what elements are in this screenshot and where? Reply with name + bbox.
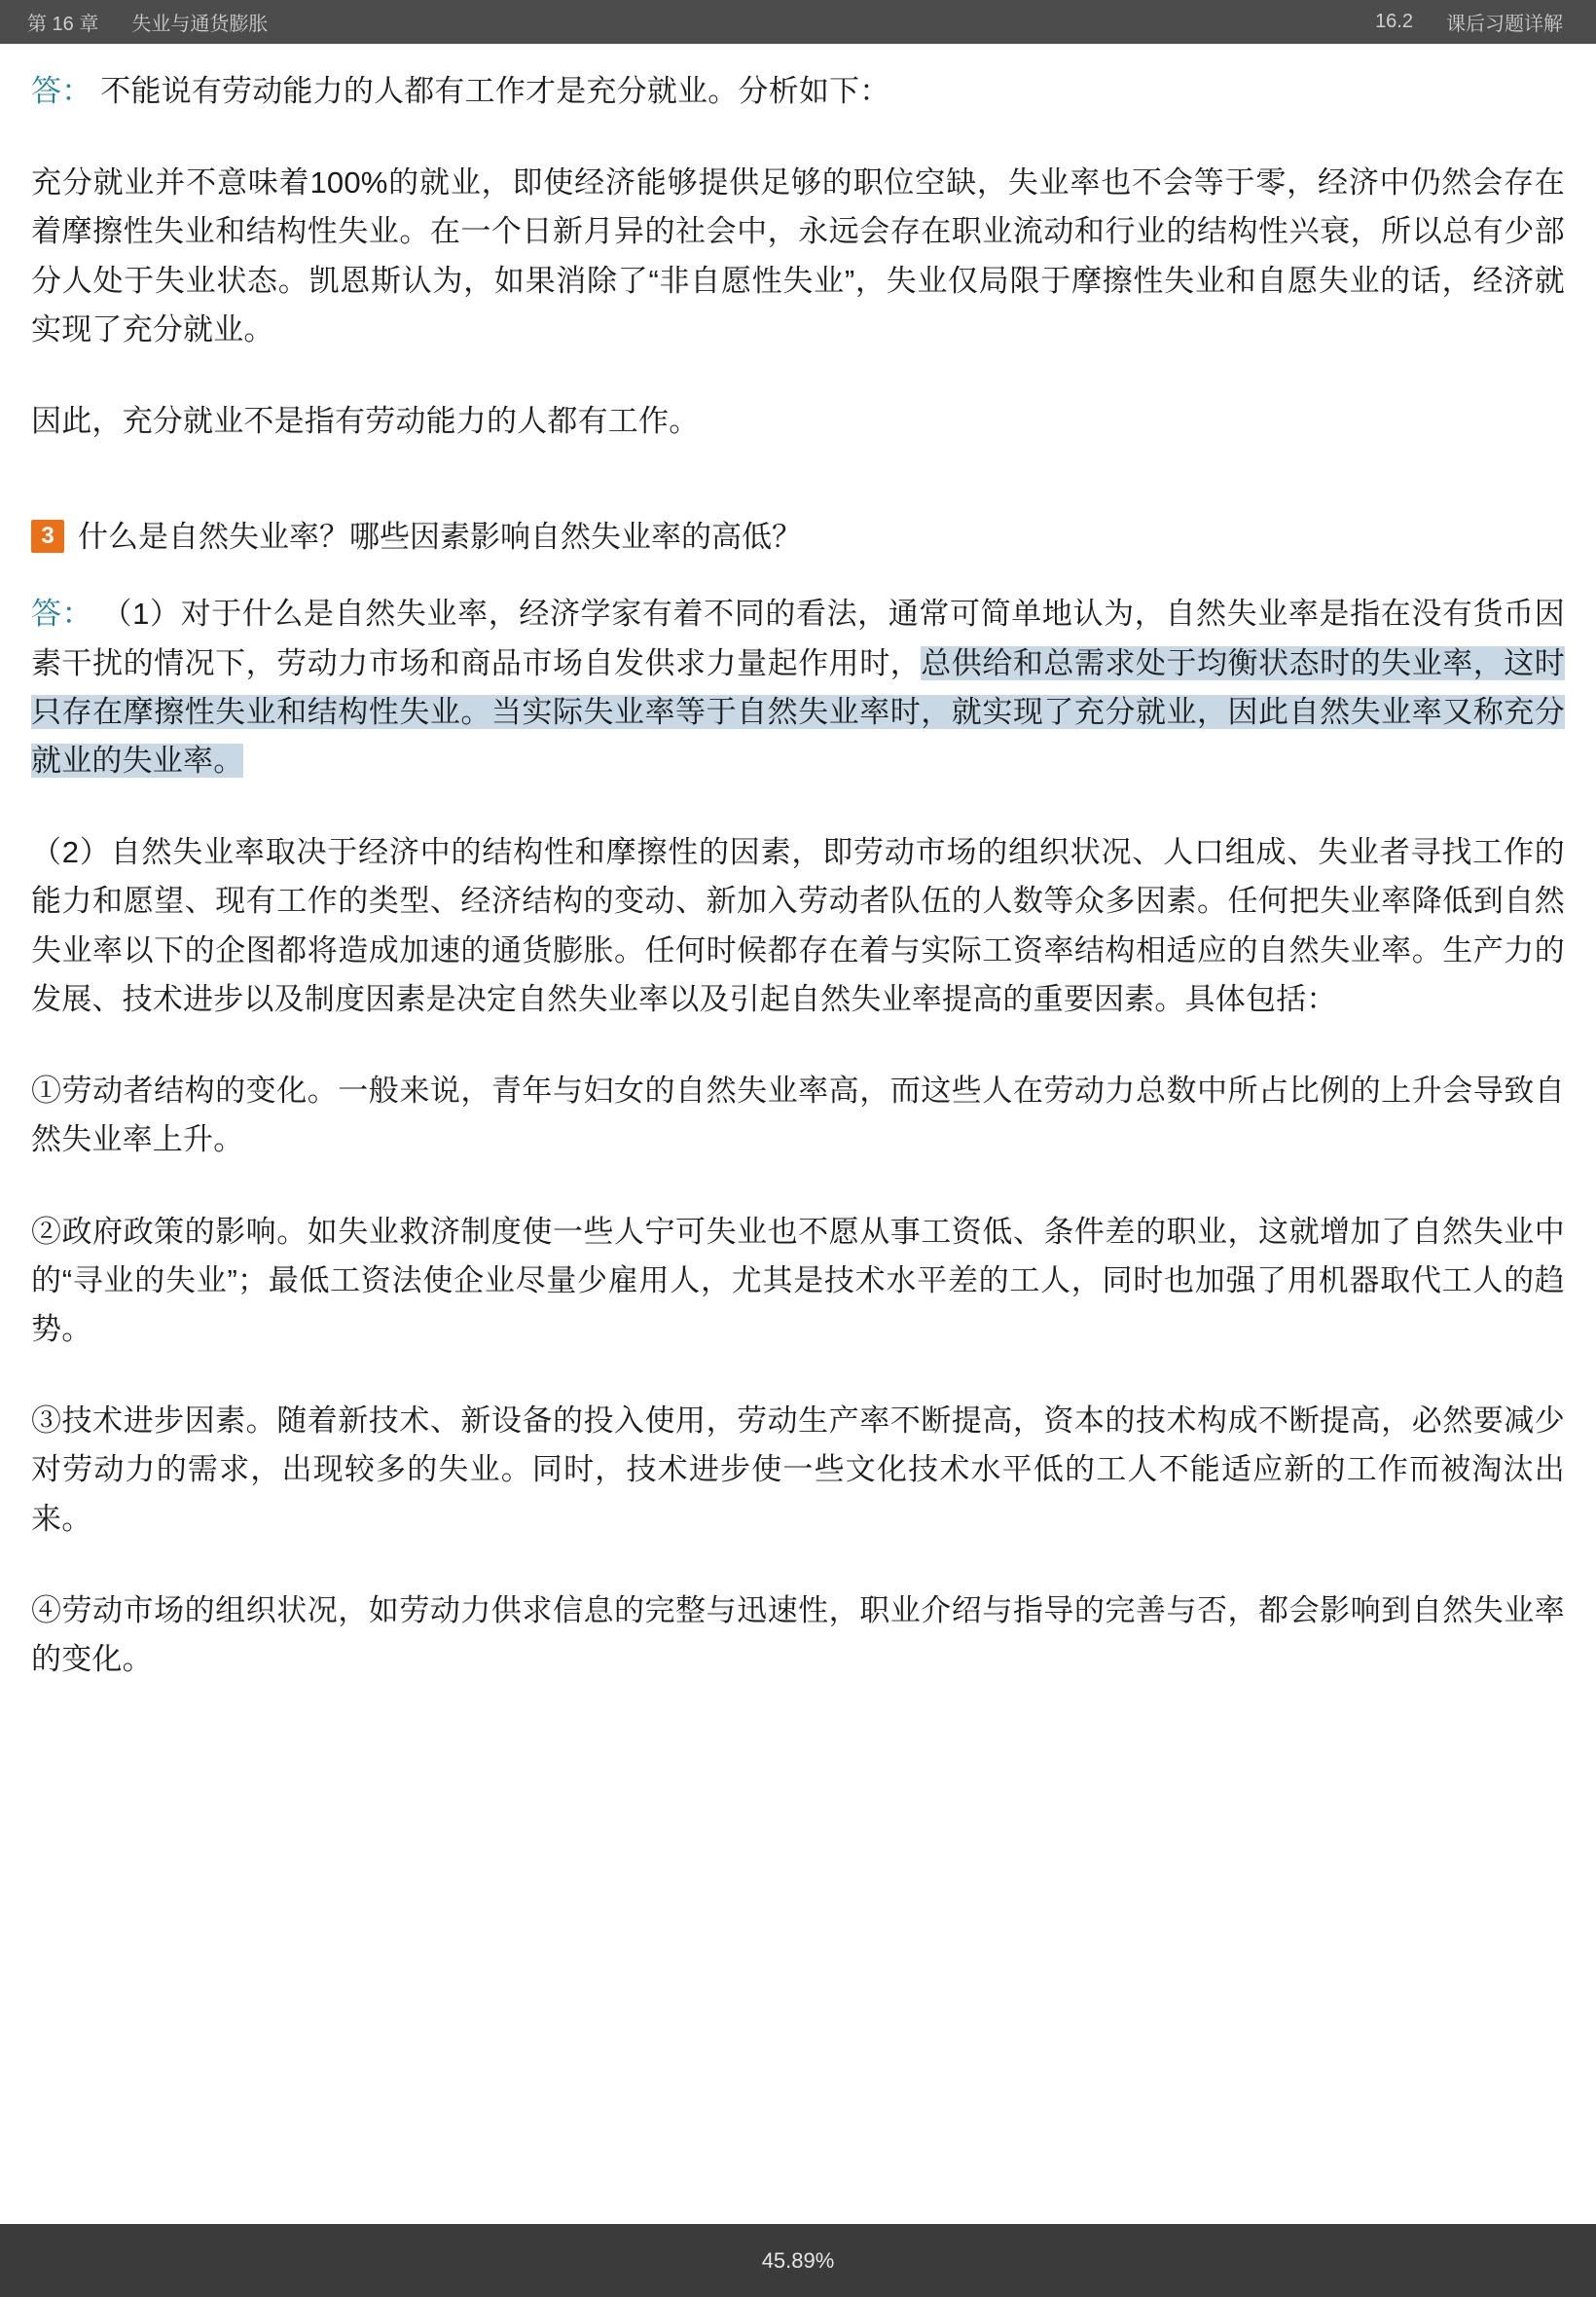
answer-paragraph-2-text: （1）对于什么是自然失业率，经济学家有着不同的看法，通常可简单地认为，自然失业率是指在没有货币因素干扰的情况下，劳动力市场和商品市场自发供求力量起作用时，: [31, 597, 1565, 680]
body-paragraph-8: ③技术进步因素。随着新技术、新设备的投入使用，劳动生产率不断提高，资本的技术构成不断提高，必然要减少对劳动力的需求，出现较多的失业。同时，技术进步使一些文化技术水平低的工人不能适应新的工作而被淘汰出来。: [31, 1404, 1565, 1536]
paragraph-spacer: [31, 380, 1565, 397]
paragraph-spacer: [31, 1190, 1565, 1208]
body-paragraph-3: 因此，充分就业不是指有劳动能力的人都有工作。: [31, 404, 700, 439]
chapter-number: 第 16 章: [27, 14, 99, 35]
paragraph-spacer: [31, 1569, 1565, 1586]
paragraph-spacer: [31, 811, 1565, 828]
reader-bottom-bar: [0, 2224, 1596, 2297]
document-page: [0, 44, 1596, 2224]
paragraph-spacer: [31, 1379, 1565, 1397]
answer-label: 答：: [31, 597, 93, 632]
chapter-title: 失业与通货膨胀: [131, 14, 269, 35]
body-paragraph-7: ②政府政策的影响。如失业救济制度使一些人宁可失业也不愿从事工资低、条件差的职业，这就增加了自然失业中的“寻业的失业”；最低工资法使企业尽量少雇用人，尤其是技术水平差的工人，同时也加强了用机器取代工人的趋势。: [31, 1214, 1565, 1346]
section-title: 课后习题详解: [1446, 14, 1563, 35]
paragraph-spacer: [31, 141, 1565, 159]
reading-progress: 45.89%: [761, 2247, 835, 2273]
section-spacer: [31, 471, 1565, 514]
question-heading: [31, 514, 1565, 561]
reader-top-bar: [0, 0, 1596, 44]
question-text: 什么是自然失业率？哪些因素影响自然失业率的高低？: [78, 520, 802, 555]
paragraph-spacer: [31, 1049, 1565, 1067]
body-paragraph-9: ④劳动市场的组织状况，如劳动力供求信息的完整与迅速性，职业介绍与指导的完善与否，都会影响到自然失业率的变化。: [31, 1592, 1565, 1677]
section-breadcrumb: [1375, 8, 1563, 36]
answer-paragraph-1: [31, 67, 1565, 116]
section-number: 16.2: [1375, 11, 1413, 32]
body-paragraph-6: ①劳动者结构的变化。一般来说，青年与妇女的自然失业率高，而这些人在劳动力总数中所占比例的上升会导致自然失业率上升。: [31, 1074, 1565, 1157]
question-number-badge: 3: [31, 520, 64, 553]
body-paragraph-2: 充分就业并不意味着100%的就业，即使经济能够提供足够的职位空缺，失业率也不会等于零，经济中仍然会存在着摩擦性失业和结构性失业。在一个日新月异的社会中，永远会存在职业流动和行业的结构性兴衰，所以总有少部分人处于失业状态。凯恩斯认为，如果消除了“非自愿性失业”，失业仅局限于摩擦性失业和自愿失业的话，经济就实现了充分就业。: [31, 165, 1565, 346]
chapter-breadcrumb: [27, 8, 268, 36]
answer-label: 答：: [31, 74, 92, 108]
body-paragraph-5: （2）自然失业率取决于经济中的结构性和摩擦性的因素，即劳动市场的组织状况、人口组成、失业者寻找工作的能力和愿望、现有工作的类型、经济结构的变动、新加入劳动者队伍的人数等众多因素。任何把失业率降低到自然失业率以下的企图都将造成加速的通货膨胀。任何时候都存在着与实际工资率结构相适应的自然失业率。生产力的发展、技术进步以及制度因素是决定自然失业率以及引起自然失业率提高的重要因素。具体包括：: [31, 835, 1565, 1016]
answer-paragraph-2: [31, 590, 1565, 785]
answer-paragraph-1-text: 不能说有劳动能力的人都有工作才是充分就业。分析如下：: [100, 74, 890, 108]
highlighted-text: 总供给和总需求处于均衡状态时的失业率，这时只存在摩擦性失业和结构性失业。当实际失业率等于自然失业率时，就实现了充分就业，因此自然失业率又称充分就业的失业率。: [31, 645, 1566, 779]
